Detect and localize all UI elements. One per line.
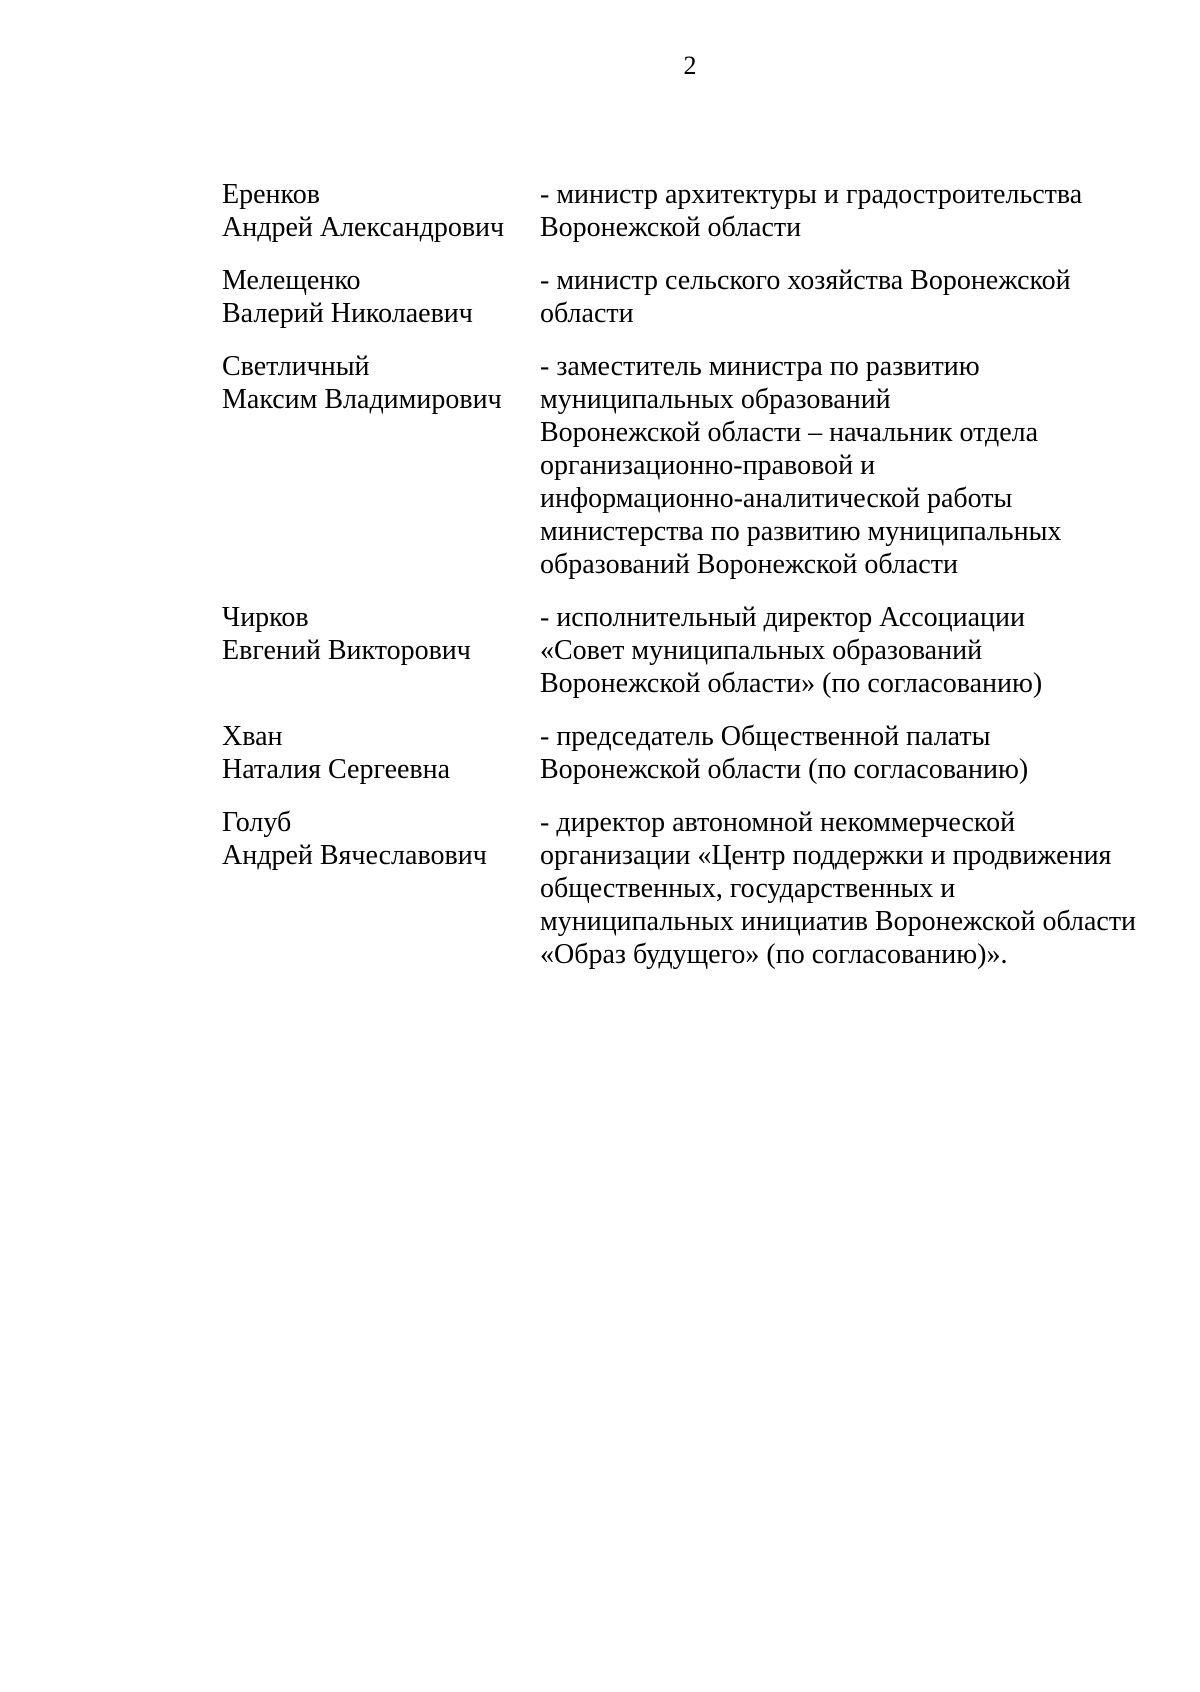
member-entry [222, 264, 1142, 330]
member-role: - министр сельского хозяйства Воронежской области [540, 265, 1071, 329]
member-role: - исполнительный директор Ассоциации «Совет муниципальных образований Воронежской области» (по согласованию) [540, 602, 1043, 699]
member-surname: Светличный [222, 351, 370, 382]
member-surname: Хван [222, 721, 283, 752]
member-name [222, 350, 540, 581]
member-name [222, 806, 540, 971]
member-name [222, 178, 540, 244]
member-entry [222, 806, 1142, 971]
member-name [222, 601, 540, 700]
member-entry [222, 178, 1142, 244]
member-given-names: Валерий Николаевич [222, 298, 473, 329]
member-given-names: Наталия Сергеевна [222, 754, 451, 785]
member-role: - заместитель министра по развитию муниципальных образований Воронежской области – начальник отдела организационно-правовой и информационно-аналитической работы министерства по развитию муниципальных образований Воронежской области [540, 351, 1062, 580]
member-role: - директор автономной некоммерческой организации «Центр поддержки и продвижения общественных, государственных и муниципальных инициатив Воронежской области «Образ будущего» (по согласованию)». [540, 807, 1137, 970]
member-role: - председатель Общественной палаты Воронежской области (по согласованию) [540, 721, 1029, 785]
member-given-names: Максим Владимирович [222, 384, 502, 415]
members-list [222, 178, 1142, 971]
member-entry [222, 350, 1142, 581]
member-entry [222, 720, 1142, 786]
member-surname: Голуб [222, 807, 292, 838]
page-number: 2 [683, 51, 697, 80]
member-name [222, 720, 540, 786]
member-name [222, 264, 540, 330]
member-given-names: Андрей Александрович [222, 212, 505, 243]
member-surname: Еренков [222, 179, 320, 210]
member-given-names: Андрей Вячеславович [222, 840, 487, 871]
member-surname: Мелещенко [222, 265, 361, 296]
member-entry [222, 601, 1142, 700]
member-surname: Чирков [222, 602, 309, 633]
member-role: - министр архитектуры и градостроительства Воронежской области [540, 179, 1083, 243]
member-given-names: Евгений Викторович [222, 635, 471, 666]
